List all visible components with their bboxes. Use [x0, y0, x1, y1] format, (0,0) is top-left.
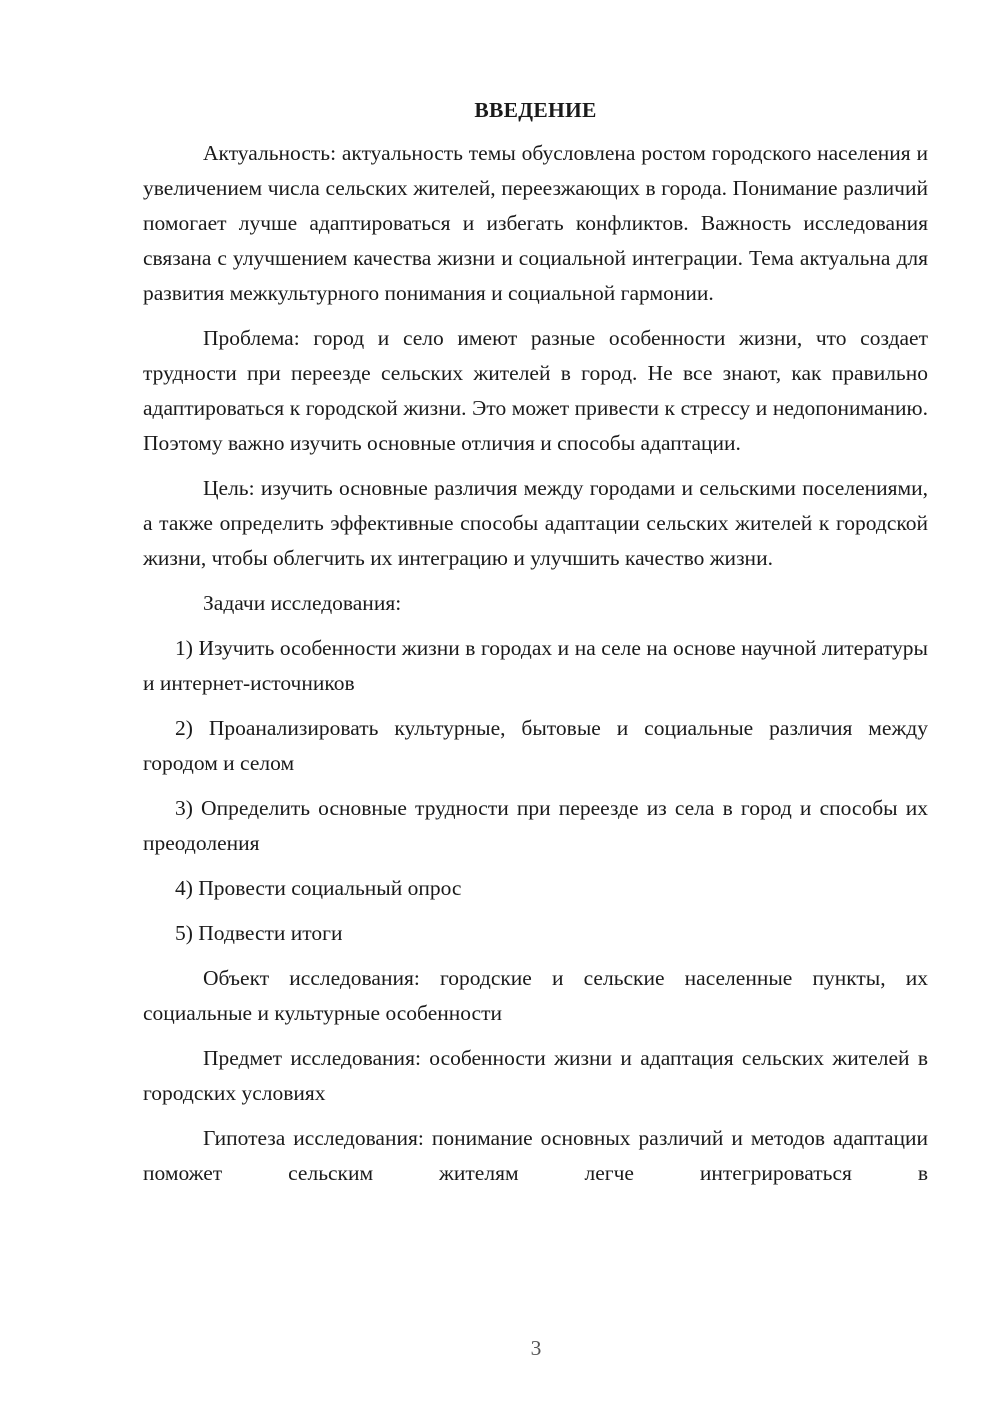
document-page [143, 96, 928, 1191]
subject-paragraph: Предмет исследования: особенности жизни и адаптация сельских жителей в городских условиях [143, 1046, 928, 1105]
task-item: 3) Определить основные трудности при переезде из села в город и способы их преодоления [143, 796, 928, 855]
tasks-heading: Задачи исследования: [203, 591, 402, 615]
goal-paragraph: Цель: изучить основные различия между городами и сельскими поселениями, а также определить эффективные способы адаптации сельских жителей к городской жизни, чтобы облегчить их интеграцию и улучшить качество жизни. [143, 476, 928, 570]
hypothesis-paragraph: Гипотеза исследования: понимание основных различий и методов адаптации поможет сельским жителям легче интегрироваться в [143, 1126, 928, 1185]
relevance-paragraph: Актуальность: актуальность темы обусловлена ростом городского населения и увеличением числа сельских жителей, переезжающих в города. Понимание различий помогает лучше адаптироваться и избегать конфликтов. Важность исследования связана с улучшением качества жизни и социальной интеграции. Тема актуальна для развития межкультурного понимания и социальной гармонии. [143, 141, 928, 305]
page-number: 3 [530, 1336, 542, 1360]
page-title: ВВЕДЕНИЕ [474, 98, 597, 122]
object-paragraph: Объект исследования: городские и сельские населенные пункты, их социальные и культурные особенности [143, 966, 928, 1025]
task-item: 2) Проанализировать культурные, бытовые и социальные различия между городом и селом [143, 716, 928, 775]
task-item: 1) Изучить особенности жизни в городах и на селе на основе научной литературы и интернет-источников [143, 636, 928, 695]
task-item: 5) Подвести итоги [175, 921, 343, 945]
problem-paragraph: Проблема: город и село имеют разные особенности жизни, что создает трудности при переезде сельских жителей в город. Не все знают, как правильно адаптироваться к городской жизни. Это может привести к стрессу и недопониманию. Поэтому важно изучить основные отличия и способы адаптации. [143, 326, 928, 455]
task-item: 4) Провести социальный опрос [175, 876, 462, 900]
